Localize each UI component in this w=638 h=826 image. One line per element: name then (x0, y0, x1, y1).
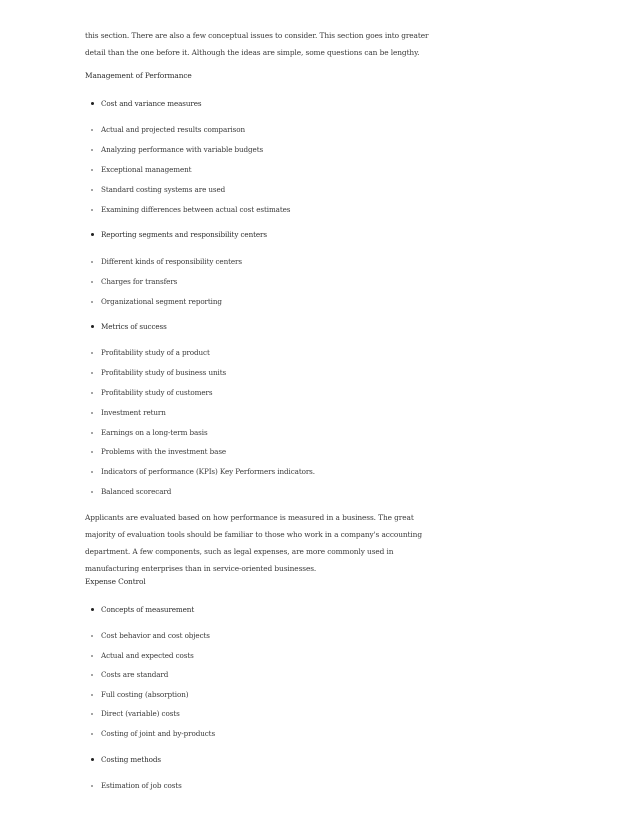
bullet-icon (91, 694, 93, 696)
bullet-icon (91, 608, 94, 611)
list-item-text: Balanced scorecard (101, 487, 172, 496)
section-heading-expense: Expense Control (85, 577, 146, 586)
list-item (85, 204, 290, 216)
group-heading (85, 98, 202, 110)
bullet-icon (91, 491, 93, 493)
list-item-text: Costs are standard (101, 670, 169, 679)
bullet-icon (91, 785, 93, 787)
bullet-icon (91, 471, 93, 473)
list-item-text: Examining differences between actual cost estimates (101, 205, 291, 214)
list-item-text: Profitability study of customers (101, 388, 213, 397)
bullet-icon (91, 733, 93, 735)
list-item (85, 276, 177, 288)
list-item-text: Costing of joint and by-products (101, 729, 216, 738)
list-item (85, 164, 191, 176)
list-item (85, 669, 168, 681)
list-item-text: Indicators of performance (KPIs) Key Performers indicators. (101, 467, 315, 476)
list-item (85, 367, 226, 379)
list-item (85, 466, 315, 478)
group-heading-text: Metrics of success (101, 322, 167, 331)
list-item (85, 407, 166, 419)
body-line: majority of evaluation tools should be familiar to those who work in a company's accounting (85, 530, 422, 539)
intro-line: this section. There are also a few conceptual issues to consider. This section goes into greater (85, 31, 429, 40)
bullet-icon (91, 261, 93, 263)
bullet-icon (91, 412, 93, 414)
group-heading (85, 604, 194, 616)
list-item (85, 347, 210, 359)
list-item (85, 387, 212, 399)
bullet-icon (91, 189, 93, 191)
list-item-text: Different kinds of responsibility centers (101, 257, 242, 266)
list-item (85, 708, 180, 720)
bullet-icon (91, 325, 94, 328)
list-item (85, 296, 222, 308)
list-item (85, 689, 188, 701)
list-item-text: Actual and expected costs (101, 651, 194, 660)
list-item-text: Analyzing performance with variable budgets (101, 145, 264, 154)
list-item (85, 650, 194, 662)
body-line: Applicants are evaluated based on how performance is measured in a business. The great (85, 513, 414, 522)
list-item-text: Problems with the investment base (101, 447, 227, 456)
list-item-text: Organizational segment reporting (101, 297, 222, 306)
bullet-icon (91, 432, 93, 434)
group-heading (85, 754, 161, 766)
group-heading-text: Cost and variance measures (101, 99, 202, 108)
bullet-icon (91, 281, 93, 283)
body-line: manufacturing enterprises than in service-oriented businesses. (85, 564, 317, 573)
list-item (85, 184, 225, 196)
bullet-icon (91, 169, 93, 171)
list-item (85, 486, 171, 498)
list-item (85, 427, 208, 439)
list-item (85, 780, 182, 792)
bullet-icon (91, 372, 93, 374)
bullet-icon (91, 301, 93, 303)
list-item-text: Standard costing systems are used (101, 185, 226, 194)
bullet-icon (91, 451, 93, 453)
section-heading-performance: Management of Performance (85, 71, 192, 80)
group-heading-text: Concepts of measurement (101, 605, 195, 614)
bullet-icon (91, 674, 93, 676)
list-item-text: Full costing (absorption) (101, 690, 189, 699)
list-item (85, 256, 242, 268)
bullet-icon (91, 102, 94, 105)
list-item (85, 124, 245, 136)
bullet-icon (91, 233, 94, 236)
bullet-icon (91, 713, 93, 715)
group-heading-text: Reporting segments and responsibility centers (101, 230, 267, 239)
list-item-text: Actual and projected results comparison (101, 125, 246, 134)
list-item (85, 144, 263, 156)
list-item-text: Charges for transfers (101, 277, 178, 286)
list-item (85, 446, 226, 458)
list-item (85, 728, 215, 740)
bullet-icon (91, 392, 93, 394)
list-item-text: Exceptional management (101, 165, 192, 174)
group-heading (85, 321, 167, 333)
bullet-icon (91, 655, 93, 657)
list-item-text: Earnings on a long-term basis (101, 428, 208, 437)
list-item (85, 630, 210, 642)
bullet-icon (91, 352, 93, 354)
list-item-text: Profitability study of business units (101, 368, 227, 377)
list-item-text: Estimation of job costs (101, 781, 182, 790)
group-heading-text: Costing methods (101, 755, 161, 764)
body-line: department. A few components, such as legal expenses, are more commonly used in (85, 547, 394, 556)
bullet-icon (91, 129, 93, 131)
list-item-text: Direct (variable) costs (101, 709, 180, 718)
bullet-icon (91, 758, 94, 761)
bullet-icon (91, 209, 93, 211)
bullet-icon (91, 149, 93, 151)
list-item-text: Cost behavior and cost objects (101, 631, 210, 640)
group-heading (85, 229, 267, 241)
list-item-text: Profitability study of a product (101, 348, 210, 357)
list-item-text: Investment return (101, 408, 166, 417)
bullet-icon (91, 635, 93, 637)
intro-line: detail than the one before it. Although the ideas are simple, some questions can be lengthy. (85, 48, 420, 57)
